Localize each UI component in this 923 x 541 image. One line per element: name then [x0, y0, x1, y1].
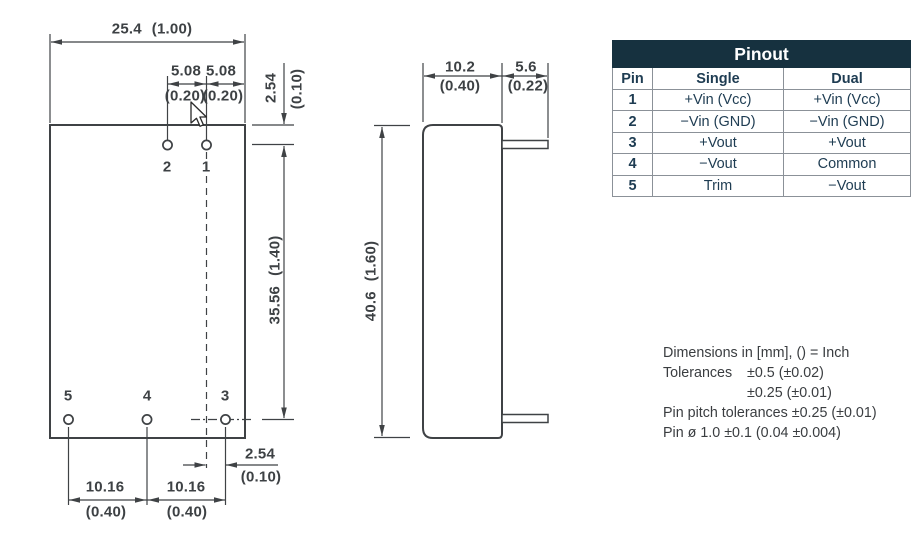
pinout-row-1 [613, 90, 911, 111]
side-view-top-pin [502, 141, 548, 149]
pin-label-5: 5 [63, 387, 73, 405]
note-pin-diameter: Pin ø 1.0 ±0.1 (0.04 ±0.004) [663, 425, 841, 441]
front-view [50, 34, 294, 505]
dual-function-cell: Common [784, 154, 911, 175]
dim-bottom-pitch-left-inch: (0.40) [85, 503, 127, 521]
single-function-cell: +Vout [653, 132, 784, 153]
pin-number-cell: 2 [613, 111, 653, 132]
pin-1-circle [202, 140, 211, 149]
pin-2-circle [163, 140, 172, 149]
column-header-dual: Dual [784, 68, 911, 90]
mouse-cursor-icon [191, 102, 206, 126]
pinout-row-5 [613, 175, 911, 196]
dim-pitch-top-left-inch: (0.20) [164, 87, 206, 105]
pin-label-1: 1 [201, 158, 211, 176]
dim-depth-inch: (0.40) [439, 77, 481, 95]
dimension-notes [663, 343, 877, 443]
dual-function-cell: +Vin (Vcc) [784, 90, 911, 111]
pinout-table-title: Pinout [613, 41, 911, 68]
dim-pitch-top-right-inch: (0.20) [202, 87, 244, 105]
dim-top-edge-to-pins-mm: 2.54 [262, 73, 280, 103]
single-function-cell: +Vin (Vcc) [653, 90, 784, 111]
dim-bottom-pitch-right-inch: (0.40) [166, 503, 208, 521]
dim-bottom-pitch-right-mm: 10.16 [166, 478, 206, 496]
note-units: Dimensions in [mm], () = Inch [663, 345, 850, 361]
column-header-pin: Pin [613, 68, 653, 90]
dim-pin-row-spacing [268, 236, 283, 325]
pinout-table [612, 40, 911, 197]
dim-pin-length-inch: (0.22) [507, 77, 549, 95]
pin-4-circle [142, 415, 151, 424]
dim-body-width [112, 22, 192, 37]
single-function-cell: −Vout [653, 154, 784, 175]
pin-number-cell: 3 [613, 132, 653, 153]
dim-body-height [364, 241, 379, 321]
dim-pin-length-mm: 5.6 [515, 58, 537, 76]
pin-5-circle [64, 415, 73, 424]
single-function-cell: Trim [653, 175, 784, 196]
column-header-single: Single [653, 68, 784, 90]
pin-3-circle [221, 415, 230, 424]
dim-pin-row-spacing-inch: (1.40) [266, 235, 284, 276]
dim-body-width-mm: 25.4 [111, 20, 142, 38]
pinout-row-3 [613, 132, 911, 153]
dim-depth-mm: 10.2 [445, 58, 475, 76]
tolerance-value-1: ±0.5 (±0.02) [747, 365, 824, 381]
note-pin-pitch-tolerance: Pin pitch tolerances ±0.25 (±0.01) [663, 405, 877, 421]
dim-pin3-offset-mm: 2.54 [245, 445, 275, 463]
dim-pin3-offset-inch: (0.10) [240, 468, 282, 486]
dim-body-height-inch: (1.60) [362, 240, 380, 282]
side-view-bottom-pin [502, 415, 548, 423]
pin-number-cell: 5 [613, 175, 653, 196]
pinout-header-row [613, 68, 911, 90]
pinout-row-4 [613, 154, 911, 175]
dual-function-cell: +Vout [784, 132, 911, 153]
side-view [374, 63, 548, 438]
pinout-row-2 [613, 111, 911, 132]
dual-function-cell: −Vout [784, 175, 911, 196]
pin-number-cell: 1 [613, 90, 653, 111]
pin-label-3: 3 [220, 387, 230, 405]
dim-pitch-top-right-mm: 5.08 [206, 62, 236, 80]
pin-label-2: 2 [162, 158, 172, 176]
dual-function-cell: −Vin (GND) [784, 111, 911, 132]
dim-body-height-mm: 40.6 [362, 291, 380, 322]
dim-body-width-inch: (1.00) [151, 20, 193, 38]
dim-bottom-pitch-left-mm: 10.16 [85, 478, 125, 496]
note-tolerances [663, 363, 877, 383]
dim-pin-row-spacing-mm: 35.56 [266, 285, 284, 325]
pinout-title-row [613, 41, 911, 68]
tolerance-value-2: ±0.25 (±0.01) [747, 385, 832, 401]
dim-pitch-top-left-mm: 5.08 [171, 62, 201, 80]
pin-number-cell: 4 [613, 154, 653, 175]
tolerances-label: Tolerances [663, 365, 733, 381]
single-function-cell: −Vin (GND) [653, 111, 784, 132]
side-view-body [423, 125, 502, 438]
pin-label-4: 4 [142, 387, 152, 405]
dim-top-edge-to-pins-inch: (0.10) [288, 68, 306, 110]
